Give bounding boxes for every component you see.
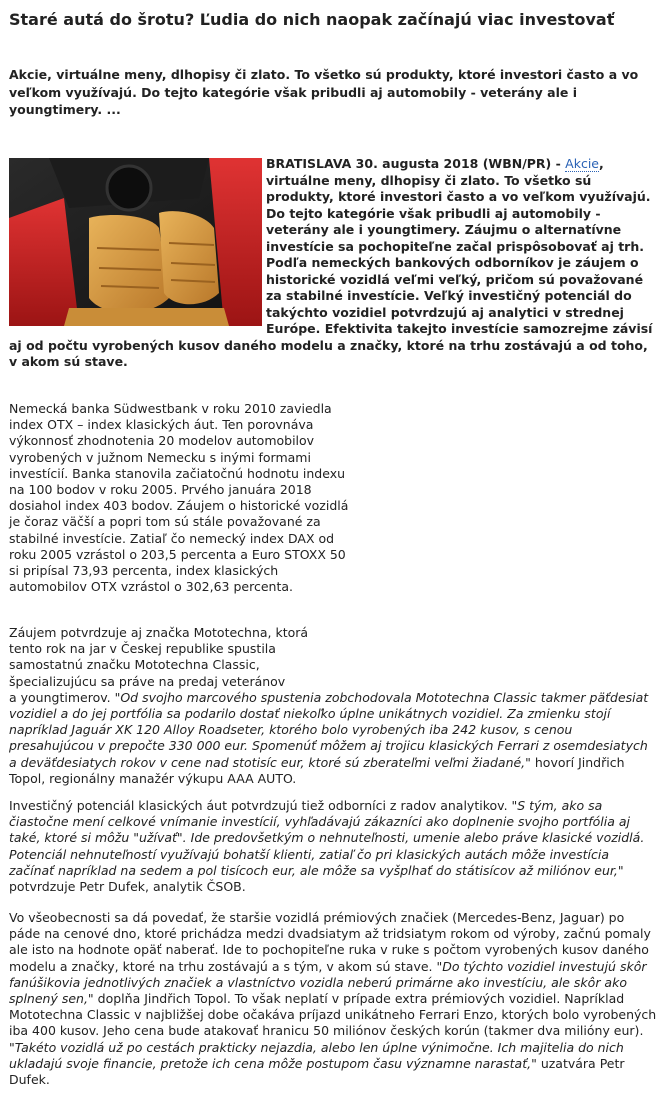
paragraph-premium-brands xyxy=(9,910,657,1088)
paragraph-line: Záujem potvrdzuje aj značka Mototechna, ktorá xyxy=(9,625,309,640)
article-lead: Akcie, virtuálne meny, dlhopisy či zlato. To všetko sú produkty, ktoré investori často a vo veľkom využívajú. Do tejto kategórie však pribudli aj automobily - veterány ale i youngtimery. ... xyxy=(9,67,639,117)
quote-topol: "Od svojho marcového spustenia zobchodovala Mototechna Classic takmer päťdesiat vozidiel a do jej portfólia sa podarilo dostať niekoľko úplne unikátnych vozidiel. Za zmienku stojí napríklad Jaguár XK 120 Alloy Roadseter, ktorého bolo vyrobených iba 242 kusov, s cenou presahujúcou v prepočte 330 000 eur. Spomenúť môžem aj trojicu klasických Ferrari z osemdesiatych a deväťdesiatych rokov v cene nad stotisíc eur, ktoré sú zberateľmi veľmi žiadané," xyxy=(9,689,649,770)
paragraph-line: samostatnú značku Mototechna Classic, xyxy=(9,657,260,673)
intro-text: , virtuálne meny, dlhopisy či zlato. To všetko sú produkty, ktoré investori často a vo veľkom využívajú. Do tejto kategórie však pribudli aj automobily - veterány ale i youngtimery. Záujmu o alternatívne investície sa pochopiteľne začal prispôsobovať aj trh. Podľa nemeckých bankových odborníkov je záujem o historické vozidlá veľmi veľký, pričom sú považované za stabilné investície. Veľký investičný potenciál do takýchto vozidiel potvrdzujú aj analytici v strednej Európe. Efektivita takejto investície samozrejme závisí aj od počtu vyrobených kusov daného modelu a značky, ktoré na trhu zostávajú a od toho, v akom sú stave. xyxy=(9,156,653,369)
article-intro xyxy=(9,156,657,371)
paragraph-text: doplňa Jindřich Topol. To však neplatí v prípade extra prémiových vozidiel. Napríklad Mototechna Classic v najbližšej dobe očakáva príjazd unikátneho Ferrari Enzo, ktorých bolo vyrobených iba 400 kusov. Jeho cena bude atakovať hranicu 50 miliónov českých korún (takmer dva milióny eur). xyxy=(9,991,657,1039)
paragraph-text: Investičný potenciál klasických áut potvrdzujú tiež odborníci z radov analytikov. xyxy=(9,798,512,813)
paragraph-text: potvrdzuje Petr Dufek, analytik ČSOB. xyxy=(9,879,246,895)
paragraph-text: Vo všeobecnosti sa dá povedať, že staršie vozidlá prémiových značiek (Mercedes-Benz, Jaguar) po páde na cenové dno, ktoré prichádza medzi dvadsiatym až tridsiatym rokom od výroby, začnú pomaly ale isto na hodnote opäť naberať. Ide to pochopiteľne ruka v ruke s počtom vyrobených kusov daného modelu a značky, ktoré na trhu zostávajú a s tým, v akom sú stave. xyxy=(9,910,651,974)
paragraph-line: špecializujúcu sa práve na predaj veteránov xyxy=(9,673,286,689)
quote-dufek-2: "Takéto vozidlá už po cestách prakticky nejazdia, alebo len úplne výnimočne. Ich majitelia do nich ukladajú svoje financie, pretože ich cena môže postupom času významne narastať," xyxy=(9,1039,624,1071)
article-title: Staré autá do šrotu? Ľudia do nich naopak začínajú viac investovať xyxy=(9,10,615,29)
paragraph-line: tento rok na jar v Českej republike spustila xyxy=(9,641,276,657)
paragraph-mototechna xyxy=(9,625,657,787)
car-interior-photo xyxy=(9,158,262,326)
intro-dateline: BRATISLAVA 30. augusta 2018 (WBN/PR) - xyxy=(266,156,566,171)
paragraph-text: hovorí Jindřich Topol, regionálny manažér výkupu AAA AUTO. xyxy=(9,754,625,786)
quote-dufek: "S tým, ako sa čiastočne mení celkové vnímanie investícií, vyhľadávajú zákazníci ako doplnenie svojho portfólia aj také, ktoré si môžu "užívať". Ide predovšetkým o nehnuteľnosti, umenie alebo práve klasické vozidlá. Potenciál nehnuteľností využívajú bohatší klienti, zatiaľ čo pri klasických autách môže investícia začínať napríklad na sedem a pol tisícoch eur, ale môže sa vyšplhať do státisícov až miliónov eur," xyxy=(9,798,645,878)
paragraph-text: a youngtimerov. xyxy=(9,689,115,705)
paragraph-text: uzatvára Petr Dufek. xyxy=(9,1055,625,1088)
akcie-link[interactable]: Akcie xyxy=(565,156,599,171)
quote-topol-2: "Do týchto vozidiel investujú skôr fanúšikovia jednotlivých značiek a vlastníctvo vozidla neberú primárne ako investíciu, ale skôr ako splnený sen," xyxy=(9,958,647,1007)
paragraph-otx-index: Nemecká banka Südwestbank v roku 2010 zaviedla index OTX – index klasických áut. Ten porovnáva výkonnosť zhodnotenia 20 modelov automobilov vyrobených v južnom Nemecku s inými formami investícií. Banka stanovila začiatočnú hodnotu indexu na 100 bodov v roku 2005. Prvého januára 2018 dosiahol index 403 bodov. Záujem o historické vozidlá je čoraz väčší a popri tom sú stále považované za stabilné investície. Zatiaľ čo nemecký index DAX od roku 2005 vzrástol o 203,5 percenta a Euro STOXX 50 si pripísal 73,93 percenta, index klasických automobilov OTX vzrástol o 302,63 percenta. xyxy=(9,401,349,595)
paragraph-analysts xyxy=(9,798,657,895)
